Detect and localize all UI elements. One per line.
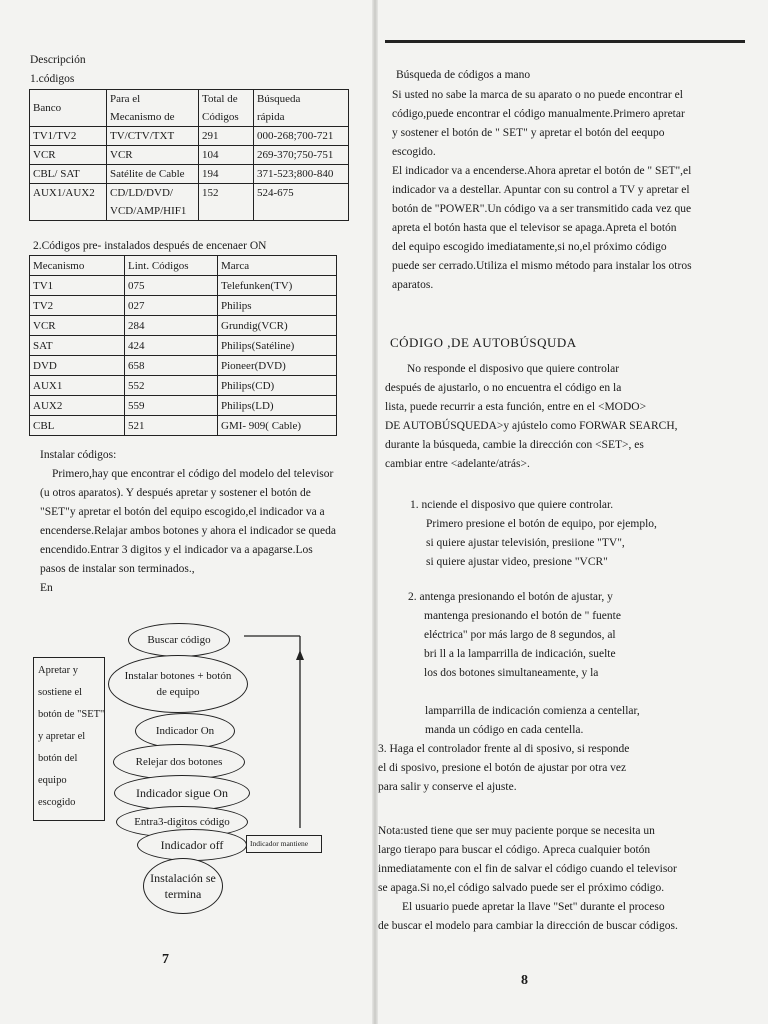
text-line: si quiere ajustar video, presione "VCR" [426,556,608,568]
table-row [30,316,337,336]
step-1 [410,496,670,572]
flow-node-release-buttons: Relejar dos botones [113,744,245,780]
codes-heading: 1.códigos [30,73,75,85]
table-cell [107,127,199,146]
cell-line: 524-675 [257,187,294,199]
cell-line: AUX1/AUX2 [33,187,95,199]
cell-line: Satélite de Cable [110,168,185,180]
table-row [30,146,349,165]
table-cell: TV2 [30,296,125,316]
table-cell [107,184,199,221]
note-paragraph [378,822,678,936]
table-cell: 658 [125,356,218,376]
table-row [30,376,337,396]
step-2 [408,588,668,683]
text-line: lamparrilla de indicación comienza a centellar, [425,705,640,717]
text-line: 3. Haga el controlador frente al di sposivo, si responde [378,743,630,755]
cell-line: 104 [202,149,219,161]
text-line: indicador va a destellar. Apuntar con su control a TV y apretar el [392,184,690,196]
step-3 [378,740,678,797]
table-header-cell [254,90,349,127]
table-cell: Philips(CD) [218,376,337,396]
cell-line: Búsqueda [257,93,301,105]
flow-right-box: Indicador mantiene [246,835,322,853]
autosearch-paragraph [385,360,685,474]
text-line: 2. antenga presionando el botón de ajustar, y [408,591,613,603]
text-line: y sostener el botón de " SET" y apretar el botón del eequpo [392,127,665,139]
step-2-continued [425,702,665,740]
table-cell: TV1 [30,276,125,296]
cell-line: 000-268;700-721 [257,130,334,142]
cell-line: CD/LD/DVD/ [110,187,173,199]
cell-line: CBL/ SAT [33,168,80,180]
text-line: 1. nciende el disposivo que quiere controlar. [410,499,614,511]
preinstalled-table [29,255,337,436]
text-line: No responde el disposivo que quiere controlar [407,363,620,375]
cell-line: TV1/TV2 [33,130,77,142]
manual-search-heading: Búsqueda de códigos a mano [396,69,531,81]
text-line: El usuario puede apretar la llave "Set" durante el proceso [402,901,665,913]
table-header-cell [30,90,107,127]
side-box-line: equipo [38,775,67,786]
table-cell: 075 [125,276,218,296]
side-box-line: escogido [38,797,76,808]
table-cell [199,165,254,184]
table-row [30,416,337,436]
cell-line: VCD/AMP/HIF1 [110,205,187,217]
text-line: para salir y conserve el ajuste. [378,781,517,793]
text-line: el di sposivo, presione el botón de ajustar por otra vez [378,762,627,774]
flow-node-indicator-stays-on: Indicador sigue On [114,775,250,811]
text-line: cambiar entre <adelante/atrás>. [385,458,530,470]
text-line: mantenga presionando el botón de " fuente [424,610,621,622]
text-line: "SET"y apretar el botón del equipo escogido,el indicador va a [40,506,325,518]
description-heading: Descripción [30,54,86,66]
table-cell [254,146,349,165]
table-cell [254,127,349,146]
text-line: (u otros aparatos). Y después apretar y sostener el botón de [40,487,311,499]
table-row [30,356,337,376]
table-cell: AUX1 [30,376,125,396]
cell-line: 371-523;800-840 [257,168,334,180]
text-line: los dos botones simultaneamente, y la [424,667,599,679]
page-number-right: 8 [521,973,528,988]
table-cell: 424 [125,336,218,356]
cell-line: Códigos [202,111,239,123]
cell-line: VCR [110,149,133,161]
table-cell [199,184,254,221]
text-line: de buscar el modelo para cambiar la dirección de buscar códigos. [378,920,678,932]
table-cell: 027 [125,296,218,316]
text-line: manda un código en cada centella. [425,724,584,736]
table-row [30,276,337,296]
cell-line: TV/CTV/TXT [110,130,175,142]
text-line: Nota:usted tiene que ser muy paciente porque se necesita un [378,825,655,837]
side-box-line: y apretar el [38,731,86,742]
cell-line: 194 [202,168,219,180]
text-line: encenderse.Relajar ambos botones y ahora el indicador se queda [40,525,337,537]
table-cell: 284 [125,316,218,336]
manual-search-paragraph [392,86,702,295]
table-cell: CBL [30,416,125,436]
table-cell: Pioneer(DVD) [218,356,337,376]
table-row [30,336,337,356]
table-row [30,184,349,221]
flow-node-search-code: Buscar código [128,623,230,657]
flow-side-box [33,657,105,821]
table-row [30,127,349,146]
table-header-cell [199,90,254,127]
cell-line: rápida [257,111,285,123]
flow-node-installation-done: Instalación se termina [143,858,223,914]
text-line: Primero,hay que encontrar el código del modelo del televisor [52,468,334,480]
text-line: bri ll a la lamparrilla de indicación, suelte [424,648,616,660]
cell-line: Para el [110,93,141,105]
text-line: durante la búsqueda, cambie la dirección con <SET>, es [385,439,644,451]
table-row [30,296,337,316]
side-box-line: botón del [38,753,78,764]
table-cell: Philips(LD) [218,396,337,416]
text-line: del equipo escogido imediatamente,si no,el próximo código [392,241,667,253]
table-row [30,165,349,184]
text-line: aparatos. [392,279,434,291]
text-line: pasos de instalar son terminados., [40,563,195,575]
flow-node-install-buttons: Instalar botones + botón de equipo [108,655,248,713]
table-cell: Grundig(VCR) [218,316,337,336]
text-line: si quiere ajustar televisión, presiione "TV", [426,537,625,549]
page-number-left: 7 [162,952,169,967]
text-line: puede ser cerrado.Utiliza el mismo método para instalar los otros [392,260,692,272]
table-cell: SAT [30,336,125,356]
cell-line: Banco [33,102,62,114]
table-cell: DVD [30,356,125,376]
side-box-line: sostiene el [38,687,83,698]
table-cell: Philips(Satéline) [218,336,337,356]
cell-line: VCR [33,149,56,161]
text-line: escogido. [392,146,436,158]
table-cell: 521 [125,416,218,436]
codes-table [29,89,349,221]
text-line: En [40,582,53,594]
table-header-cell: Lint. Códigos [125,256,218,276]
top-edge-line [385,40,745,43]
side-box-line: botón de "SET" [38,709,105,720]
text-line: código,puede encontrar el código manualmente.Primero apretar [392,108,685,120]
text-line: después de ajustarlo, o no encuentra el código en la [385,382,622,394]
table-cell: Philips [218,296,337,316]
table-cell [199,146,254,165]
flow-node-enter-digits: Entra3-digitos código [116,806,248,838]
table-cell [107,146,199,165]
flow-node-indicator-on: Indicador On [135,713,235,749]
table-cell: 559 [125,396,218,416]
table-header-cell: Mecanismo [30,256,125,276]
table-header-cell [107,90,199,127]
text-line: DE AUTOBÚSQUEDA>y ajústelo como FORWAR SEARCH, [385,420,678,432]
table-cell [30,165,107,184]
table-cell: AUX2 [30,396,125,416]
cell-line: 269-370;750-751 [257,149,334,161]
table-cell [254,165,349,184]
side-box-line: Apretar y [38,665,78,676]
autosearch-heading: CÓDIGO ,DE AUTOBÚSQUDA [390,335,577,350]
text-line: se apaga.Si no,el código salvado puede ser el próximo código. [378,882,665,894]
install-paragraph [40,465,360,598]
cell-line: Mecanismo de [110,111,175,123]
text-line: botón de "POWER".Un código va a ser transmitido cada vez que [392,203,692,215]
table-cell [107,165,199,184]
text-line: Si usted no sabe la marca de su aparato o no puede encontrar el [392,89,683,101]
table-cell [254,184,349,221]
text-line: eléctrica" por más largo de 8 segundos, al [424,629,616,641]
table-cell [30,127,107,146]
text-line: Primero presione el botón de equipo, por ejemplo, [426,518,657,530]
table-cell: VCR [30,316,125,336]
table-row [30,396,337,416]
install-heading: Instalar códigos: [40,449,117,461]
text-line: apreta el botón hasta que el televisor se apaga.Apreta el botón [392,222,677,234]
text-line: largo tierapo para buscar el código. Apreca cualquier botón [378,844,651,856]
cell-line: Total de [202,93,238,105]
text-line: encendido.Entrar 3 digitos y el indicador va a apagarse.Los [40,544,313,556]
table-cell: GMI- 909( Cable) [218,416,337,436]
table-cell: Telefunken(TV) [218,276,337,296]
text-line: lista, puede recurrir a esta función, entre en el <MODO> [385,401,647,413]
table-cell [30,146,107,165]
cell-line: 152 [202,187,219,199]
table-cell [30,184,107,221]
table-header-cell: Marca [218,256,337,276]
table-cell [199,127,254,146]
cell-line: 291 [202,130,219,142]
text-line: El indicador va a encenderse.Ahora apretar el botón de " SET",el [392,165,692,177]
flow-node-indicator-off: Indicador off [137,829,247,861]
table-cell: 552 [125,376,218,396]
preinstalled-heading: 2.Códigos pre- instalados después de encenaer ON [33,240,267,252]
text-line: inmediatamente con el fin de salvar el código cuando el televisor [378,863,677,875]
